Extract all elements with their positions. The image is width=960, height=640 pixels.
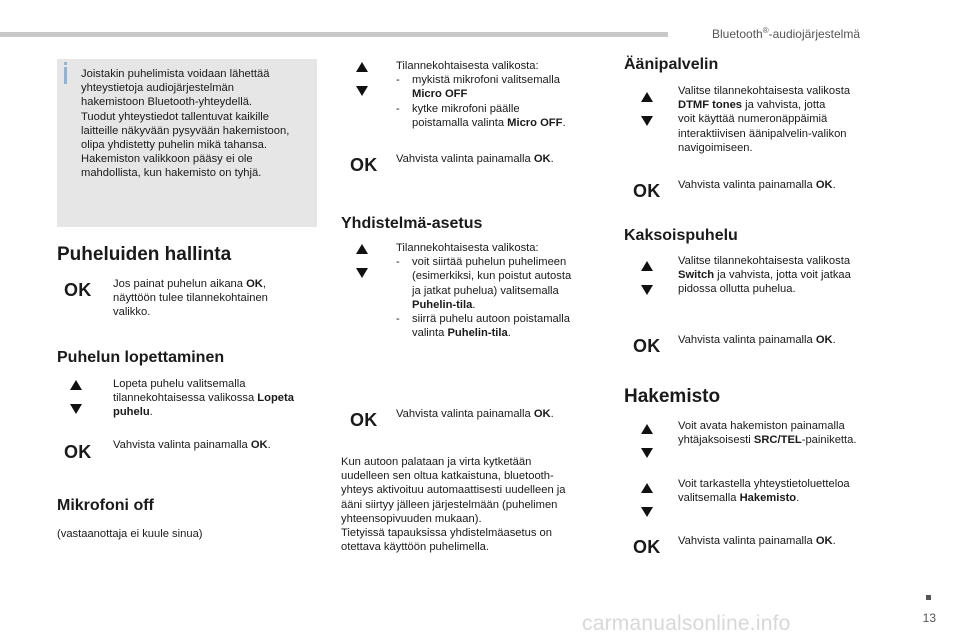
- heading-mikrofoni-off: Mikrofoni off: [57, 497, 154, 514]
- info-icon-dot: [64, 62, 67, 65]
- ok-confirm-text: Vahvista valinta painamalla OK.: [678, 535, 836, 547]
- mikro-menu-text: Tilannekohtaisesta valikosta: - mykistä mikrofoni valitsemalla Micro OFF - kytke mikrofoni päälle poistamalla valinta Micro OFF.: [396, 59, 601, 130]
- yhdistelma-paragraph: Kun autoon palataan ja virta kytketään uudelleen sen oltua katkaistuna, bluetooth- yhteys aktivoituu automaattisesti uudelleen ja ääni siirtyy jälleen järjestelmään (puhelimen yhteensopivuuden mukaan). Tietyissä tapauksissa yhdistelmäasetus on otettava käyttöön puhelimella.: [341, 456, 566, 554]
- up-down-arrows-icon: [356, 244, 370, 280]
- ok-confirm-text: Vahvista valinta painamalla OK.: [113, 439, 271, 451]
- ok-confirm-text: Vahvista valinta painamalla OK.: [396, 408, 554, 420]
- page-header-title: Bluetooth®-audiojärjestelmä: [712, 26, 861, 41]
- kaksoispuhelu-text: Valitse tilannekohtaisesta valikosta Switch ja vahvista, jotta voit jatkaa pidossa ollutta puhelua.: [678, 255, 851, 296]
- lopeta-description: Lopeta puhelu valitsemalla tilannekohtaisessa valikossa Lopeta puhelu.: [113, 378, 294, 419]
- up-down-arrows-icon: [641, 92, 655, 128]
- heading-aanipalvelin: Äänipalvelin: [624, 56, 719, 73]
- ok-icon: OK: [350, 155, 378, 175]
- hakemisto-open-text: Voit avata hakemiston painamalla yhtäjaksoisesti SRC/TEL-painiketta.: [678, 420, 857, 447]
- header-rule: [0, 32, 668, 37]
- heading-hakemisto: Hakemisto: [624, 386, 721, 407]
- page-marker: [926, 595, 931, 600]
- ok-confirm-text: Vahvista valinta painamalla OK.: [678, 334, 836, 346]
- ok-icon: OK: [64, 442, 92, 462]
- ok-icon: OK: [633, 537, 661, 557]
- info-box: [57, 59, 317, 227]
- ok-icon: OK: [350, 410, 378, 430]
- up-down-arrows-icon: [641, 424, 655, 460]
- ok-description: Jos painat puhelun aikana OK, näyttöön tulee tilannekohtainen valikko.: [113, 278, 268, 319]
- ok-icon: OK: [64, 280, 92, 300]
- mikrofoni-note: (vastaanottaja ei kuule sinua): [57, 528, 203, 540]
- ok-confirm-text: Vahvista valinta painamalla OK.: [678, 179, 836, 191]
- up-down-arrows-icon: [641, 483, 655, 519]
- heading-puhelun-lopettaminen: Puhelun lopettaminen: [57, 349, 225, 366]
- up-down-arrows-icon: [641, 261, 655, 297]
- heading-puheluiden-hallinta: Puheluiden hallinta: [57, 244, 232, 265]
- info-icon: [64, 67, 67, 84]
- heading-kaksoispuhelu: Kaksoispuhelu: [624, 227, 738, 244]
- aanipalvelin-text: Valitse tilannekohtaisesta valikosta DTMF tones ja vahvista, jotta voit käyttää numeronäppäimiä interaktiivisen äänipalvelin-valikon navigoimiseen.: [678, 85, 851, 154]
- info-text: Joistakin puhelimista voidaan lähettää yhteystietoja audiojärjestelmän hakemistoon Bluetooth-yhteydellä. Tuodut yhteystiedot tallentuvat kaikille laitteille näkyvään pysyvään hakemistoon, olipa yhdistetty puhelin mikä tahansa. Hakemiston valikkoon pääsy ei ole mahdollista, kun hakemisto on tyhjä.: [81, 68, 290, 180]
- page-number: 13: [922, 611, 936, 625]
- up-down-arrows-icon: [70, 380, 84, 416]
- up-down-arrows-icon: [356, 62, 370, 98]
- ok-icon: OK: [633, 336, 661, 356]
- yhdistelma-menu-text: Tilannekohtaisesta valikosta: - voit siirtää puhelun puhelimeen (esimerkiksi, kun poistut autosta ja jatkat puhelua) valitsemalla Puhelin-tila. - siirrä puhelu autoon poistamalla valinta Puhelin-tila.: [396, 241, 606, 340]
- heading-yhdistelma-asetus: Yhdistelmä-asetus: [341, 215, 483, 232]
- hakemisto-browse-text: Voit tarkastella yhteystietoluetteloa valitsemalla Hakemisto.: [678, 478, 850, 505]
- ok-icon: OK: [633, 181, 661, 201]
- watermark: carmanualsonline.info: [582, 612, 791, 635]
- ok-confirm-text: Vahvista valinta painamalla OK.: [396, 153, 554, 165]
